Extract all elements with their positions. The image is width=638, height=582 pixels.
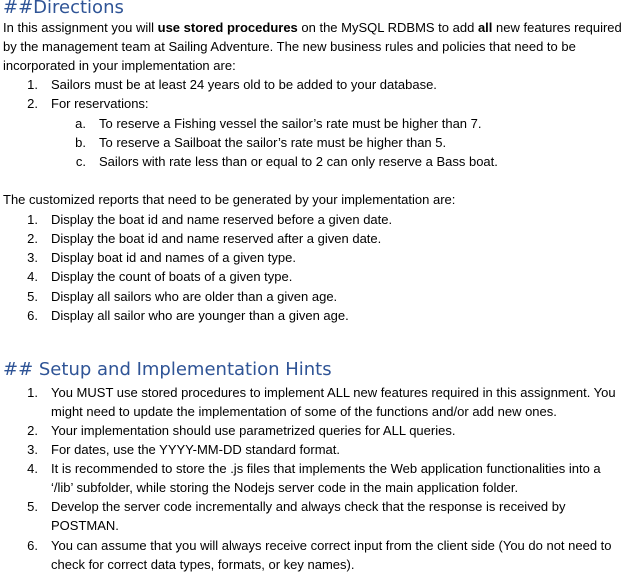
list-item-number: 1. — [27, 385, 38, 400]
list-item-number: 4. — [27, 461, 38, 476]
intro-text-3: new features required by the management team at Sailing Adventure. The new business rules and policies that need to be incorporated in your implementation are: — [3, 20, 622, 73]
list-item-number: 3. — [27, 250, 38, 265]
intro-text-2: on the MySQL RDBMS to add — [297, 20, 478, 35]
list-item-text: Display all sailors who are older than a given age. — [51, 289, 338, 304]
list-item-text: It is recommended to store the .js files that implements the Web application functionalities into a ‘/lib’ subfolder, while storing the Nodejs server code in the main application folder. — [51, 461, 601, 495]
list-item-number: 6. — [27, 538, 38, 553]
intro-text-1: In this assignment you will — [3, 20, 158, 35]
list-item-text: To reserve a Fishing vessel the sailor’s rate must be higher than 7. — [99, 116, 482, 131]
list-item-text: You MUST use stored procedures to implement ALL new features required in this assignment. You might need to update the implementation of some of the functions and/or add new ones. — [51, 385, 616, 419]
list-item-number: 4. — [27, 269, 38, 284]
list-item-text: Sailors must be at least 24 years old to be added to your database. — [51, 77, 437, 92]
setup-heading: ## Setup and Implementation Hints — [3, 359, 332, 380]
list-item-text: For dates, use the YYYY-MM-DD standard format. — [51, 442, 341, 457]
list-item-text: Sailors with rate less than or equal to 2 can only reserve a Bass boat. — [99, 154, 498, 169]
intro-paragraph — [3, 18, 625, 75]
list-item-number: 1. — [27, 77, 38, 92]
list-item-number: 2. — [27, 423, 38, 438]
list-item-number: 1. — [27, 212, 38, 227]
intro-bold-stored-procedures: use stored procedures — [157, 20, 298, 35]
directions-heading: ##Directions — [3, 0, 124, 18]
list-item-text: Display the boat id and name reserved after a given date. — [51, 231, 382, 246]
list-item-text: Your implementation should use parametrized queries for ALL queries. — [51, 423, 456, 438]
list-item-letter: b. — [75, 135, 86, 150]
intro-bold-all: all — [477, 20, 493, 35]
list-item-text: To reserve a Sailboat the sailor’s rate must be higher than 5. — [99, 135, 447, 150]
list-item-text: Develop the server code incrementally and always check that the response is received by POSTMAN. — [51, 499, 566, 533]
list-item-number: 5. — [27, 289, 38, 304]
list-item-text: For reservations: — [51, 96, 149, 111]
list-item-text: Display boat id and names of a given type. — [51, 250, 296, 265]
list-item-number: 6. — [27, 308, 38, 323]
list-item-number: 5. — [27, 499, 38, 514]
list-item-number: 2. — [27, 96, 38, 111]
list-item-letter: c. — [75, 154, 86, 169]
list-item-text: Display the boat id and name reserved before a given date. — [51, 212, 393, 227]
list-item-number: 3. — [27, 442, 38, 457]
list-item-text: You can assume that you will always receive correct input from the client side (You do not need to check for correct data types, formats, or key names). — [51, 538, 612, 572]
reports-intro: The customized reports that need to be generated by your implementation are: — [3, 192, 456, 207]
list-item-text: Display all sailor who are younger than a given age. — [51, 308, 349, 323]
list-item-number: 2. — [27, 231, 38, 246]
list-item-text: Display the count of boats of a given type. — [51, 269, 293, 284]
list-item-letter: a. — [75, 116, 86, 131]
